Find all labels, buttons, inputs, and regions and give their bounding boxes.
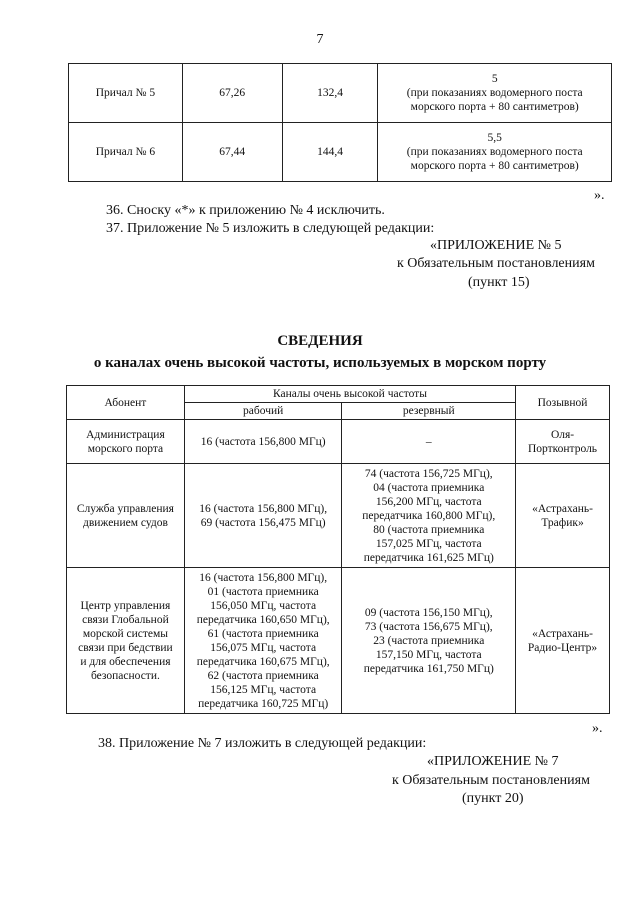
working-channel-cell: 16 (частота 156,800 МГц) xyxy=(184,420,342,464)
closing-quote: ». xyxy=(592,721,603,736)
document-subtitle: о каналах очень высокой частоты, используемых в морском порту xyxy=(93,355,547,371)
subscriber-cell: Администрация морского порта xyxy=(67,420,185,464)
berth-value-2: 132,4 xyxy=(282,64,378,123)
header-working: рабочий xyxy=(184,403,342,420)
appendix7-heading: «ПРИЛОЖЕНИЕ № 7 xyxy=(427,754,559,769)
appendix5-heading: «ПРИЛОЖЕНИЕ № 5 xyxy=(430,238,562,253)
reserve-channel-cell: 74 (частота 156,725 МГц), 04 (частота приемника 156,200 МГц, частота передатчика 160,800 МГц), 80 (частота приемника 157,025 МГц, частота передатчика 161,625 МГц) xyxy=(342,464,516,568)
reserve-channel-cell: – xyxy=(342,420,516,464)
berth-name: Причал № 5 xyxy=(69,64,183,123)
working-channel-cell: 16 (частота 156,800 МГц), 69 (частота 156,475 МГц) xyxy=(184,464,342,568)
page-number: 7 xyxy=(316,32,324,47)
vhf-channels-table xyxy=(66,385,610,714)
berth-value-1: 67,44 xyxy=(182,123,282,182)
berth-value-2: 144,4 xyxy=(282,123,378,182)
table-row xyxy=(67,464,610,568)
table-row xyxy=(69,123,612,182)
subscriber-cell: Служба управления движением судов xyxy=(67,464,185,568)
header-callsign: Позывной xyxy=(516,386,610,420)
document-title: СВЕДЕНИЯ xyxy=(277,333,363,349)
item-38: 38. Приложение № 7 изложить в следующей редакции: xyxy=(98,736,427,751)
berth-note: 5,5 (при показаниях водомерного поста морского порта + 80 сантиметров) xyxy=(378,123,612,182)
working-channel-cell: 16 (частота 156,800 МГц), 01 (частота приемника 156,050 МГц, частота передатчика 160,650 МГц), 61 (частота приемника 156,075 МГц, частота передатчика 160,675 МГц), 62 (частота приемника 156,125 МГц, частота передатчика 160,725 МГц) xyxy=(184,568,342,714)
item-36: 36. Сноску «*» к приложению № 4 исключить. xyxy=(106,203,385,218)
header-reserve: резервный xyxy=(342,403,516,420)
berth-name: Причал № 6 xyxy=(69,123,183,182)
table-row xyxy=(69,64,612,123)
table-row xyxy=(67,420,610,464)
berth-table xyxy=(68,63,612,182)
appendix7-reference: к Обязательным постановлениям xyxy=(392,773,590,788)
callsign-cell: «Астрахань- Трафик» xyxy=(516,464,610,568)
berth-value-1: 67,26 xyxy=(182,64,282,123)
closing-quote: ». xyxy=(594,188,605,203)
reserve-channel-cell: 09 (частота 156,150 МГц), 73 (частота 156,675 МГц), 23 (частота приемника 157,150 МГц, частота передатчика 161,750 МГц) xyxy=(342,568,516,714)
berth-note: 5 (при показаниях водомерного поста морского порта + 80 сантиметров) xyxy=(378,64,612,123)
appendix7-clause: (пункт 20) xyxy=(462,791,524,806)
subscriber-cell: Центр управления связи Глобальной морской системы связи при бедствии и для обеспечения безопасности. xyxy=(67,568,185,714)
table-header-row xyxy=(67,386,610,403)
callsign-cell: Оля- Портконтроль xyxy=(516,420,610,464)
appendix5-reference: к Обязательным постановлениям xyxy=(397,256,595,271)
header-channels: Каналы очень высокой частоты xyxy=(184,386,515,403)
table-row xyxy=(67,568,610,714)
item-37: 37. Приложение № 5 изложить в следующей редакции: xyxy=(106,221,435,236)
header-subscriber: Абонент xyxy=(67,386,185,420)
appendix5-clause: (пункт 15) xyxy=(468,275,530,290)
callsign-cell: «Астрахань- Радио-Центр» xyxy=(516,568,610,714)
